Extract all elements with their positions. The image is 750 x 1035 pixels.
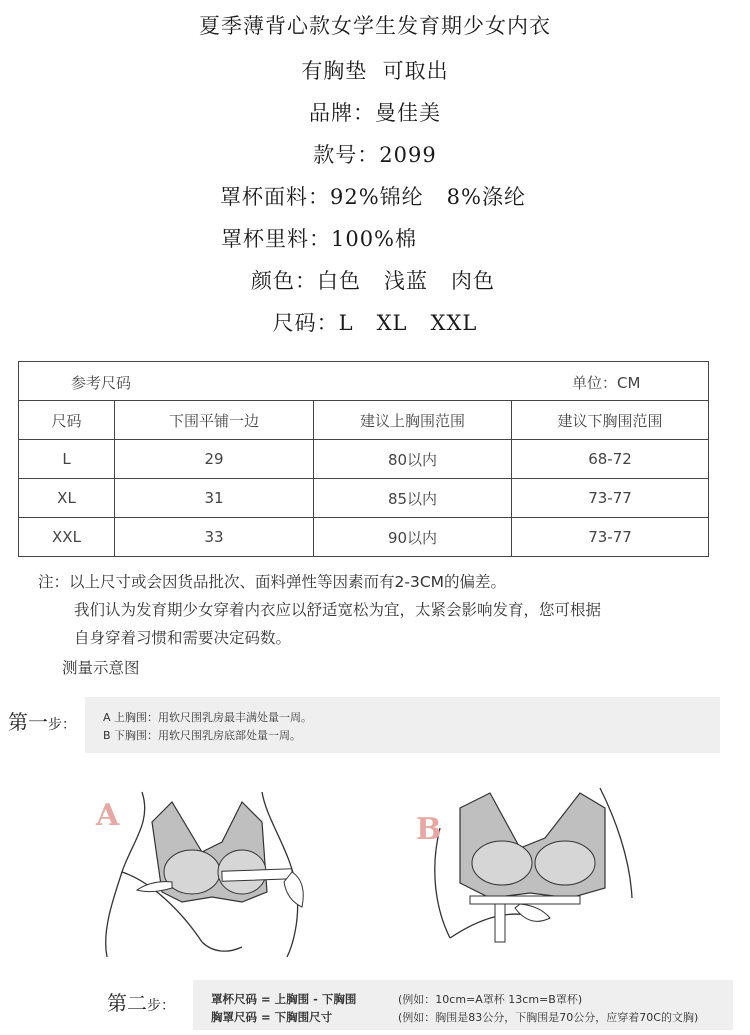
step2-formula-1: 罩杯尺码 = 上胸围 - 下胸围 bbox=[211, 992, 357, 1006]
size-table bbox=[18, 361, 709, 557]
column-header: 下围平铺一边 bbox=[115, 401, 314, 440]
table-cell: XL bbox=[19, 479, 115, 518]
diagram-title: 测量示意图 bbox=[62, 659, 140, 677]
step2-label-suffix: 步： bbox=[147, 998, 175, 1014]
step1-line-b: B 下胸围：用软尺围乳房底部处量一周。 bbox=[103, 729, 302, 742]
table-cell: 73-77 bbox=[512, 518, 709, 557]
measurement-illustration-b bbox=[420, 768, 660, 948]
cup-fabric-info: 罩杯面料：92%锦纶 8%涤纶 bbox=[219, 185, 527, 209]
product-title: 夏季薄背心款女学生发育期少女内衣 bbox=[199, 14, 551, 38]
size-info: 尺码：L XL XXL bbox=[272, 311, 478, 335]
color-info: 颜色：白色 浅蓝 肉色 bbox=[250, 269, 496, 293]
table-cell: L bbox=[19, 440, 115, 479]
step1-line-a: A 上胸围：用软尺围乳房最丰满处量一周。 bbox=[103, 711, 313, 724]
table-cell: 73-77 bbox=[512, 479, 709, 518]
tape-measure bbox=[222, 869, 292, 881]
note-line-3: 自身穿着习惯和需要决定码数。 bbox=[74, 629, 292, 647]
brand-info: 品牌：曼佳美 bbox=[309, 101, 441, 125]
step2-example-2: (例如：胸围是83公分，下胸围是70公分，应穿着70C的文胸) bbox=[398, 1011, 699, 1024]
size-table-caption: 参考尺码 bbox=[71, 374, 132, 392]
note-line-2: 我们认为发育期少女穿着内衣应以舒适宽松为宜，太紧会影响发育，您可根据 bbox=[74, 601, 602, 619]
step2-label bbox=[107, 987, 175, 1016]
table-row bbox=[19, 518, 709, 557]
step1-label bbox=[8, 706, 76, 735]
size-table-header bbox=[19, 401, 709, 440]
step2-example-1: (例如：10cm=A罩杯 13cm=B罩杯) bbox=[398, 993, 583, 1006]
step2-box bbox=[193, 980, 733, 1030]
table-row bbox=[19, 479, 709, 518]
marker-a: A bbox=[96, 798, 120, 833]
step1-label-main: 第一 bbox=[8, 710, 48, 734]
step2-formula-2: 胸罩尺码 = 下胸围尺寸 bbox=[211, 1010, 333, 1024]
table-cell: 85以内 bbox=[314, 479, 512, 518]
measurement-illustration-a bbox=[92, 782, 332, 962]
table-row bbox=[19, 440, 709, 479]
size-table-caption-row bbox=[19, 362, 709, 401]
table-cell: XXL bbox=[19, 518, 115, 557]
model-info: 款号：2099 bbox=[313, 143, 437, 167]
note-line-1: 注：以上尺寸或会因货品批次、面料弹性等因素而有2-3CM的偏差。 bbox=[38, 573, 507, 591]
step1-box bbox=[85, 697, 720, 753]
column-header: 建议上胸围范围 bbox=[314, 401, 512, 440]
cup-lining-info: 罩杯里料：100%棉 bbox=[220, 227, 418, 251]
step1-label-suffix: 步： bbox=[48, 717, 76, 733]
table-cell: 90以内 bbox=[314, 518, 512, 557]
table-cell: 80以内 bbox=[314, 440, 512, 479]
pad-info: 有胸垫 可取出 bbox=[301, 59, 449, 83]
step2-label-main: 第二 bbox=[107, 991, 147, 1015]
marker-b: B bbox=[416, 812, 442, 847]
tape-measure bbox=[495, 900, 505, 942]
size-table-unit: 单位：CM bbox=[572, 374, 641, 392]
table-cell: 33 bbox=[115, 518, 314, 557]
table-cell: 29 bbox=[115, 440, 314, 479]
table-cell: 31 bbox=[115, 479, 314, 518]
table-cell: 68-72 bbox=[512, 440, 709, 479]
column-header: 尺码 bbox=[19, 401, 115, 440]
column-header: 建议下胸围范围 bbox=[512, 401, 709, 440]
